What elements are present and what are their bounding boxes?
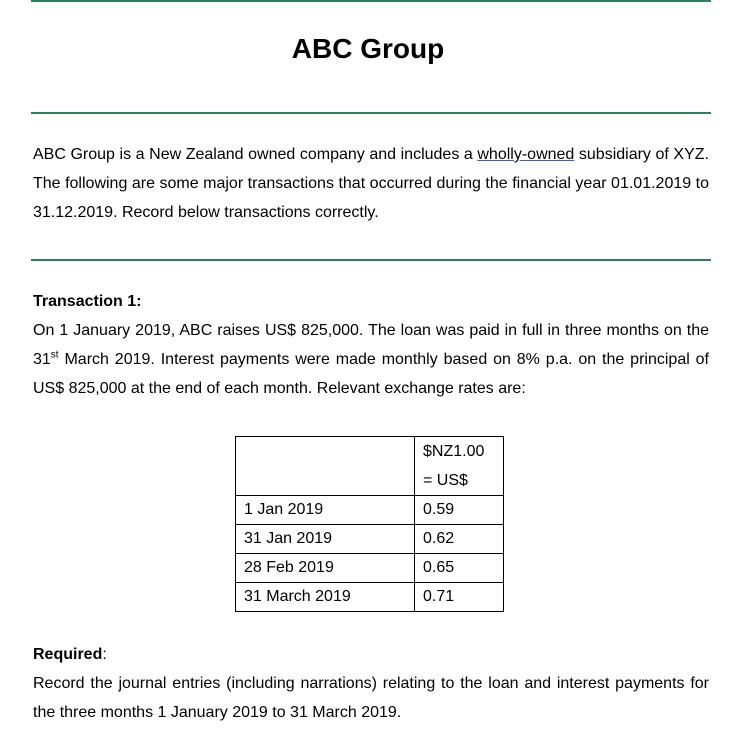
exchange-rate-table	[235, 436, 504, 612]
table-row	[236, 583, 504, 612]
header-line-usd: = US$	[423, 472, 468, 489]
wholly-owned-term: wholly-owned	[477, 146, 575, 163]
transaction-paragraph	[33, 316, 709, 403]
transaction-text-end: March 2019. Interest payments were made monthly based on 8% p.a. on the principal of US$ 825,000 at the end of each month. Relevant exchange rates are:	[33, 351, 709, 397]
table-row	[236, 554, 504, 583]
date-cell: 28 Feb 2019	[236, 554, 415, 583]
rate-cell: 0.59	[415, 496, 504, 525]
rate-cell: 0.62	[415, 525, 504, 554]
intro-text-start: ABC Group is a New Zealand owned company and includes a	[33, 146, 478, 163]
transaction-text-start: On 1 January 2019, ABC raises US$ 825,000. The loan was paid in full in three months on the 31	[33, 322, 709, 368]
header-line-nzd: $NZ1.00	[423, 443, 485, 460]
required-paragraph: Record the journal entries (including narrations) relating to the loan and interest payments for the three months 1 January 2019 to 31 March 2019.	[33, 675, 709, 721]
required-heading-text: Required	[33, 646, 103, 663]
intro-text-end: subsidiary of XYZ. The following are some major transactions that occurred during the financial year 01.01.2019 to 31.12.2019. Record below transactions correctly.	[33, 146, 709, 221]
table-header-cell	[415, 437, 504, 496]
date-cell: 1 Jan 2019	[236, 496, 415, 525]
required-heading	[33, 640, 107, 669]
required-colon: :	[102, 646, 107, 663]
top-divider	[31, 0, 711, 2]
intro-paragraph	[33, 140, 709, 227]
transaction-heading	[33, 287, 141, 316]
transaction-heading-text: Transaction 1:	[33, 293, 142, 310]
section-divider	[31, 259, 711, 261]
table-row	[236, 525, 504, 554]
ordinal-suffix: st	[50, 349, 59, 361]
rate-cell: 0.65	[415, 554, 504, 583]
table-header-empty-cell	[236, 437, 415, 496]
title-divider	[31, 112, 711, 114]
date-cell: 31 March 2019	[236, 583, 415, 612]
page-title: ABC Group	[291, 33, 445, 64]
date-cell: 31 Jan 2019	[236, 525, 415, 554]
table-header-row	[236, 437, 504, 496]
rate-cell: 0.71	[415, 583, 504, 612]
table-row	[236, 496, 504, 525]
